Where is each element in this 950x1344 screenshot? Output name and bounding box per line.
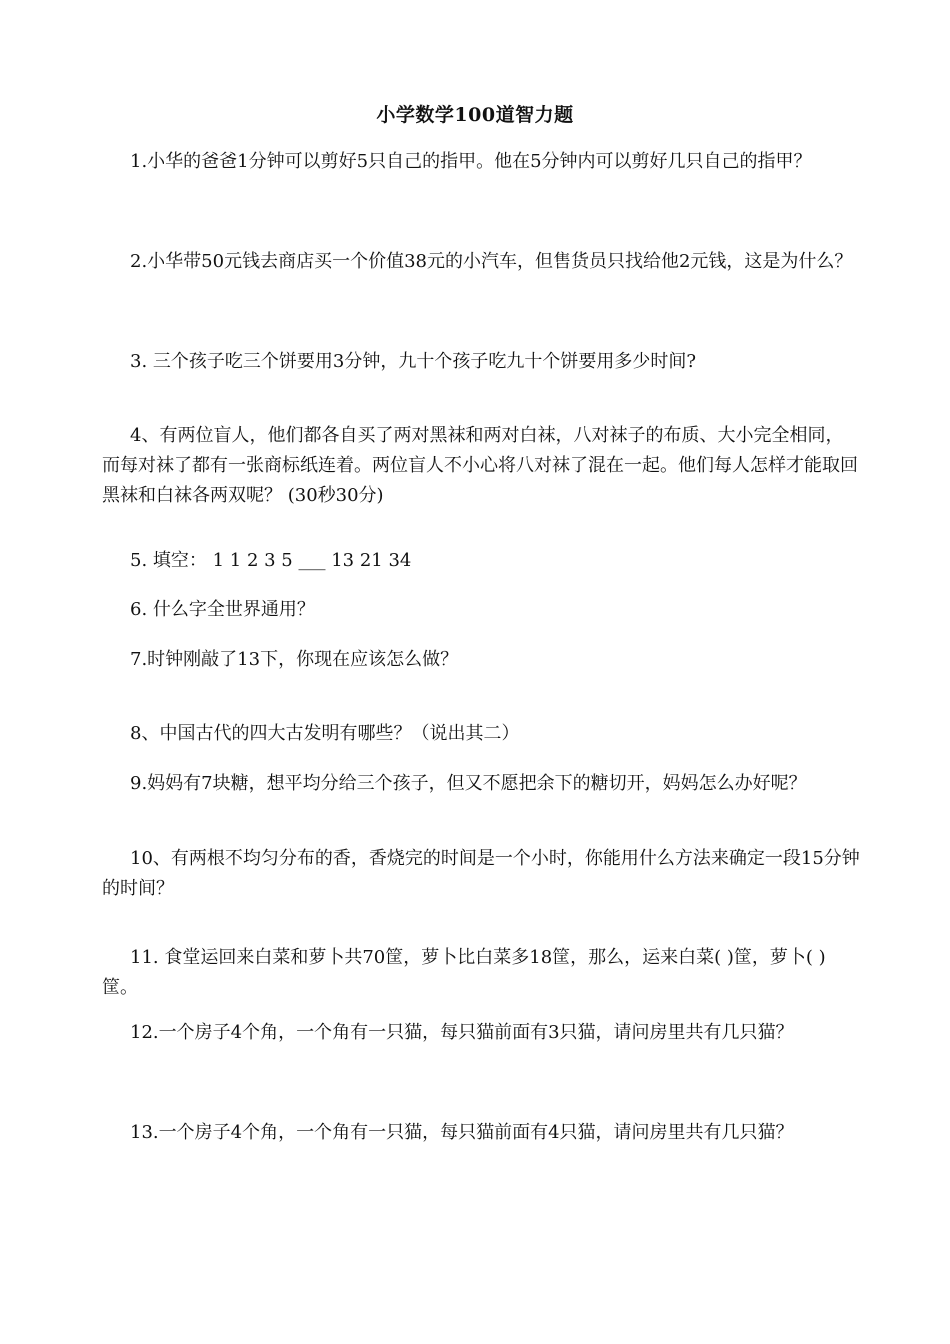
- question-3: 3. 三个孩子吃三个饼要用3分钟，九十个孩子吃九十个饼要用多少时间?: [130, 351, 696, 372]
- question-6: 6. 什么字全世界通用？: [130, 599, 315, 620]
- question-4: 4、有两位盲人，他们都各自买了两对黑袜和两对白袜，八对袜子的布质、大小完全相同，而每对袜了都有一张商标纸连着。两位盲人不小心将八对袜了混在一起。他们每人怎样才能取回黑袜和白袜各两双呢？ (30秒30分): [102, 425, 858, 506]
- question-10: 10、有两根不均匀分布的香，香烧完的时间是一个小时，你能用什么方法来确定一段15分钟的时间？: [102, 848, 860, 899]
- question-11: 11. 食堂运回来白菜和萝卜共70筐，萝卜比白菜多18筐，那么，运来白菜( )筐，萝卜( )筐。: [102, 947, 826, 998]
- question-7: 7.时钟刚敲了13下，你现在应该怎么做？: [130, 649, 459, 670]
- question-9: 9.妈妈有7块糖，想平均分给三个孩子，但又不愿把余下的糖切开，妈妈怎么办好呢？: [130, 773, 807, 794]
- question-1: 1.小华的爸爸1分钟可以剪好5只自己的指甲。他在5分钟内可以剪好几只自己的指甲？: [130, 151, 812, 172]
- question-13: 13.一个房子4个角，一个角有一只猫，每只猫前面有4只猫，请问房里共有几只猫？: [130, 1122, 794, 1143]
- page-title: 小学数学100道智力题: [376, 104, 574, 126]
- question-2: 2.小华带50元钱去商店买一个价值38元的小汽车，但售货员只找给他2元钱，这是为什么？: [130, 251, 853, 272]
- question-5: 5. 填空： 1 1 2 3 5 ___ 13 21 34: [130, 550, 412, 571]
- question-8: 8、中国古代的四大古发明有哪些？（说出其二）: [130, 723, 520, 744]
- question-12: 12.一个房子4个角，一个角有一只猫，每只猫前面有3只猫，请问房里共有几只猫？: [130, 1022, 794, 1043]
